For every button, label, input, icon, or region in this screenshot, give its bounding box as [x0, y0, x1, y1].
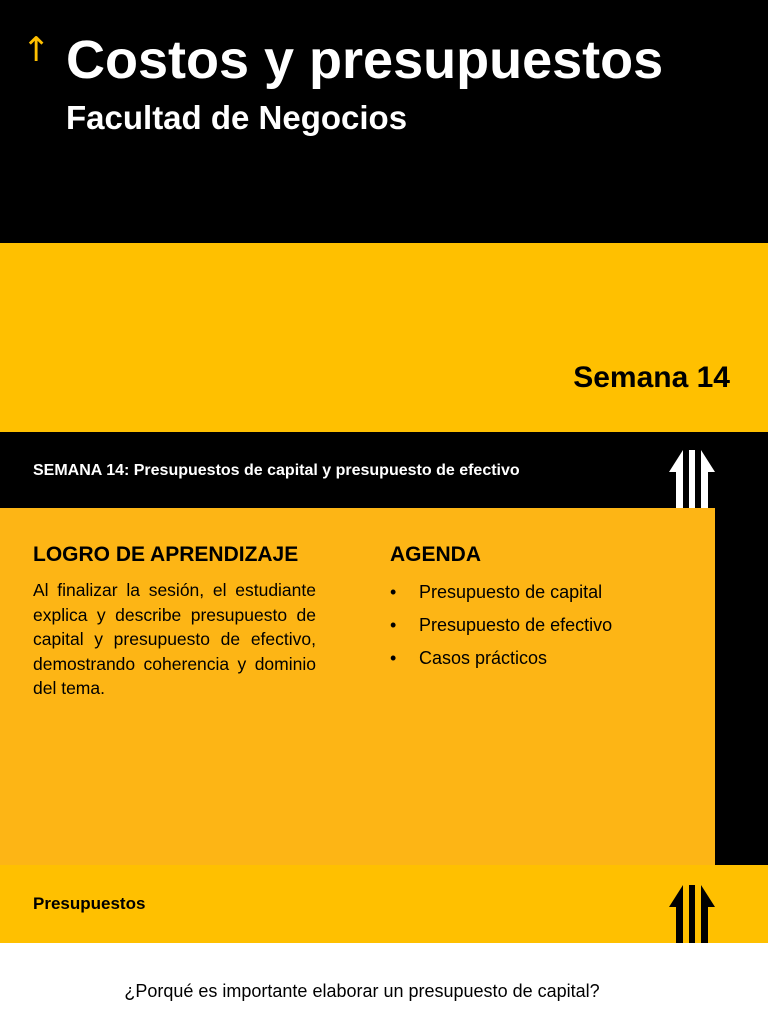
agenda-item: • Presupuesto de efectivo — [390, 609, 612, 642]
slide2-side-bar — [715, 432, 768, 865]
university-logo-icon — [669, 885, 715, 943]
agenda-item: • Casos prácticos — [390, 642, 612, 675]
week-label: Semana 14 — [573, 361, 730, 394]
learning-goal-text: Al finalizar la sesión, el estudiante explica y describe presupuesto de capital y presupuesto de efectivo, demostrando coherencia y dominio del tema. — [33, 580, 316, 698]
learning-goal-title: LOGRO DE APRENDIZAJE — [33, 543, 299, 566]
up-arrow-icon: ↑ — [22, 30, 51, 70]
page-subtitle: Facultad de Negocios — [66, 99, 408, 136]
slide3-question: ¿Porqué es importante elaborar un presupuesto de capital? — [124, 981, 600, 1001]
university-logo-icon — [669, 450, 715, 508]
slide2-header-title: SEMANA 14: Presupuestos de capital y presupuesto de efectivo — [33, 462, 520, 479]
slide3-section-label: Presupuestos — [33, 894, 146, 913]
agenda-list — [390, 576, 612, 675]
agenda-title: AGENDA — [390, 543, 482, 566]
agenda-item: • Presupuesto de capital — [390, 576, 612, 609]
page-title: Costos y presupuestos — [66, 30, 664, 90]
cover-yellow-panel — [0, 243, 768, 432]
